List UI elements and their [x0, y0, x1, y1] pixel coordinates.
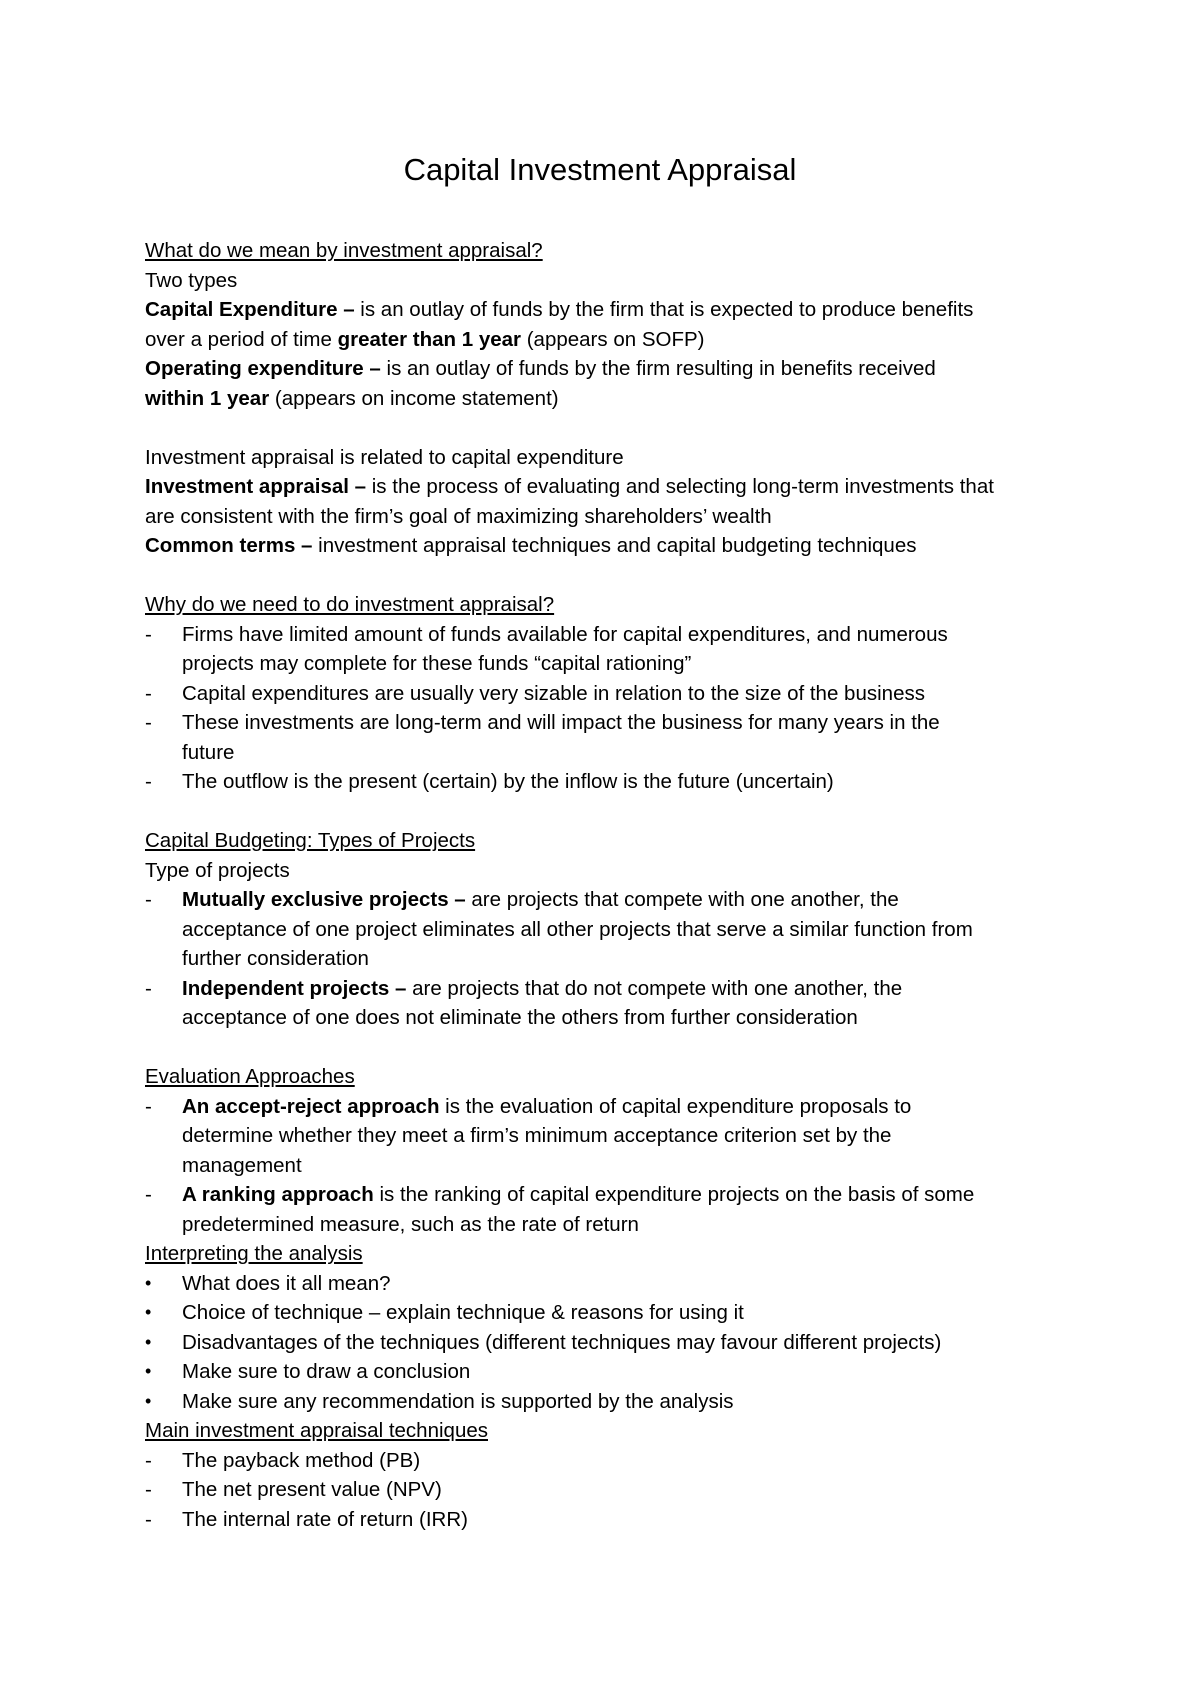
term-bold: Independent projects – — [182, 976, 407, 1000]
list-item-line: Make sure any recommendation is supported by the analysis — [182, 1389, 734, 1413]
list-item — [145, 1387, 1075, 1417]
opex-definition — [145, 354, 1075, 384]
list-item-line: What does it all mean? — [182, 1271, 391, 1295]
list-item — [145, 1357, 1075, 1387]
opex-def-text: is an outlay of funds by the firm resulting in benefits received — [380, 357, 936, 380]
list-item-line: Make sure to draw a conclusion — [182, 1360, 471, 1383]
dash-marker: - — [145, 1094, 152, 1118]
dash-marker: - — [145, 770, 152, 793]
ia-definition — [145, 472, 1075, 502]
section-heading-evaluation: Evaluation Approaches — [145, 1065, 355, 1088]
list-item-line: predetermined measure, such as the rate of return — [182, 1212, 639, 1236]
list-item — [145, 1180, 1075, 1239]
dash-marker: - — [145, 1183, 152, 1206]
list-item-line: management — [182, 1153, 302, 1177]
section-heading-types: Capital Budgeting: Types of Projects — [145, 829, 476, 852]
list-item-line — [182, 885, 1075, 915]
list-item — [145, 679, 1075, 709]
ia-term: Investment appraisal – — [145, 475, 367, 498]
term-text: are projects that compete with one another, the — [465, 888, 899, 911]
spacer — [145, 413, 1075, 443]
dash-marker: - — [145, 888, 152, 911]
list-item — [145, 1298, 1075, 1328]
dash-marker: - — [145, 1507, 152, 1531]
opex-def-text-2: (appears on income statement) — [269, 386, 559, 410]
spacer — [145, 561, 1075, 591]
list-item-line: The payback method (PB) — [182, 1448, 421, 1472]
list-item — [145, 1446, 1075, 1476]
list-item-line: These investments are long-term and will impact the business for many years in the — [182, 711, 940, 734]
term-bold: An accept-reject approach — [182, 1094, 440, 1118]
term-bold: A ranking approach — [182, 1183, 374, 1206]
dash-marker: - — [145, 976, 152, 1000]
list-item-line: Disadvantages of the techniques (different techniques may favour different projects) — [182, 1330, 942, 1354]
list-item — [145, 1092, 1075, 1181]
list-item — [145, 885, 1075, 974]
list-item-line: acceptance of one project eliminates all other projects that serve a similar function from — [182, 917, 973, 941]
bullet-marker: • — [145, 1390, 152, 1411]
common-terms-term: Common terms – — [145, 534, 313, 557]
capex-def-text-2a: over a period of time — [145, 327, 338, 351]
opex-def-bold: within 1 year — [145, 386, 270, 410]
opex-definition-cont — [145, 384, 1075, 414]
ia-definition-cont: are consistent with the firm’s goal of maximizing shareholders’ wealth — [145, 504, 772, 528]
list-item — [145, 767, 1075, 797]
list-item-line: acceptance of one does not eliminate the others from further consideration — [182, 1006, 858, 1029]
list-item — [145, 1505, 1075, 1535]
capex-definition — [145, 295, 1075, 325]
list-item-line — [182, 1092, 1075, 1122]
list-item — [145, 974, 1075, 1033]
term-text: is the evaluation of capital expenditure proposals to — [439, 1094, 912, 1118]
list-item — [145, 1475, 1075, 1505]
dash-marker: - — [145, 622, 152, 646]
opex-term: Operating expenditure – — [145, 357, 381, 380]
two-types-label: Two types — [145, 268, 238, 292]
list-item-line: future — [182, 740, 235, 764]
section-heading-why: Why do we need to do investment appraisal? — [145, 593, 555, 616]
list-item-line: Capital expenditures are usually very sizable in relation to the size of the business — [182, 681, 925, 705]
list-item-line — [182, 1180, 1075, 1210]
section-heading-what: What do we mean by investment appraisal? — [145, 239, 543, 262]
dash-marker: - — [145, 681, 152, 705]
section-heading-techniques: Main investment appraisal techniques — [145, 1419, 488, 1442]
type-of-projects-label: Type of projects — [145, 858, 290, 882]
bullet-marker: • — [145, 1361, 152, 1381]
document-body — [145, 236, 1075, 1534]
document-title: Capital Investment Appraisal — [403, 152, 797, 187]
dash-marker: - — [145, 1478, 152, 1501]
list-item-line: The outflow is the present (certain) by the inflow is the future (uncertain) — [182, 770, 834, 793]
list-item — [145, 708, 1075, 767]
list-item-line: The internal rate of return (IRR) — [182, 1507, 468, 1531]
term-bold: Mutually exclusive projects – — [182, 888, 466, 911]
list-item-line: The net present value (NPV) — [182, 1478, 442, 1501]
list-item-line: projects may complete for these funds “capital rationing” — [182, 652, 692, 675]
term-text: are projects that do not compete with one another, the — [406, 976, 903, 1000]
list-item — [145, 620, 1075, 679]
bullet-marker: • — [145, 1331, 152, 1352]
list-item-line: determine whether they meet a firm’s minimum acceptance criterion set by the — [182, 1124, 892, 1147]
ia-intro: Investment appraisal is related to capital expenditure — [145, 445, 624, 469]
dash-marker: - — [145, 711, 152, 734]
spacer — [145, 797, 1075, 827]
list-item-line — [182, 974, 1075, 1004]
common-terms-text: investment appraisal techniques and capital budgeting techniques — [312, 534, 917, 557]
capex-definition-cont — [145, 325, 1075, 355]
list-item-line: Firms have limited amount of funds available for capital expenditures, and numerous — [182, 622, 948, 646]
list-item-line: Choice of technique – explain technique & reasons for using it — [182, 1301, 744, 1324]
bullet-marker: • — [145, 1302, 152, 1322]
capex-def-bold: greater than 1 year — [337, 327, 522, 351]
list-item-line: further consideration — [182, 947, 369, 970]
capex-def-text: is an outlay of funds by the firm that is expected to produce benefits — [354, 298, 974, 321]
section-heading-interpreting: Interpreting the analysis — [145, 1242, 363, 1265]
spacer — [145, 1033, 1075, 1063]
list-item — [145, 1328, 1075, 1358]
capex-def-text-2c: (appears on SOFP) — [521, 327, 705, 351]
dash-marker: - — [145, 1448, 152, 1472]
list-item — [145, 1269, 1075, 1299]
capex-term: Capital Expenditure – — [145, 298, 355, 321]
common-terms — [145, 531, 1075, 561]
bullet-marker: • — [145, 1272, 152, 1293]
ia-def-text: is the process of evaluating and selecting long-term investments that — [366, 475, 994, 498]
term-text: is the ranking of capital expenditure projects on the basis of some — [373, 1183, 975, 1206]
